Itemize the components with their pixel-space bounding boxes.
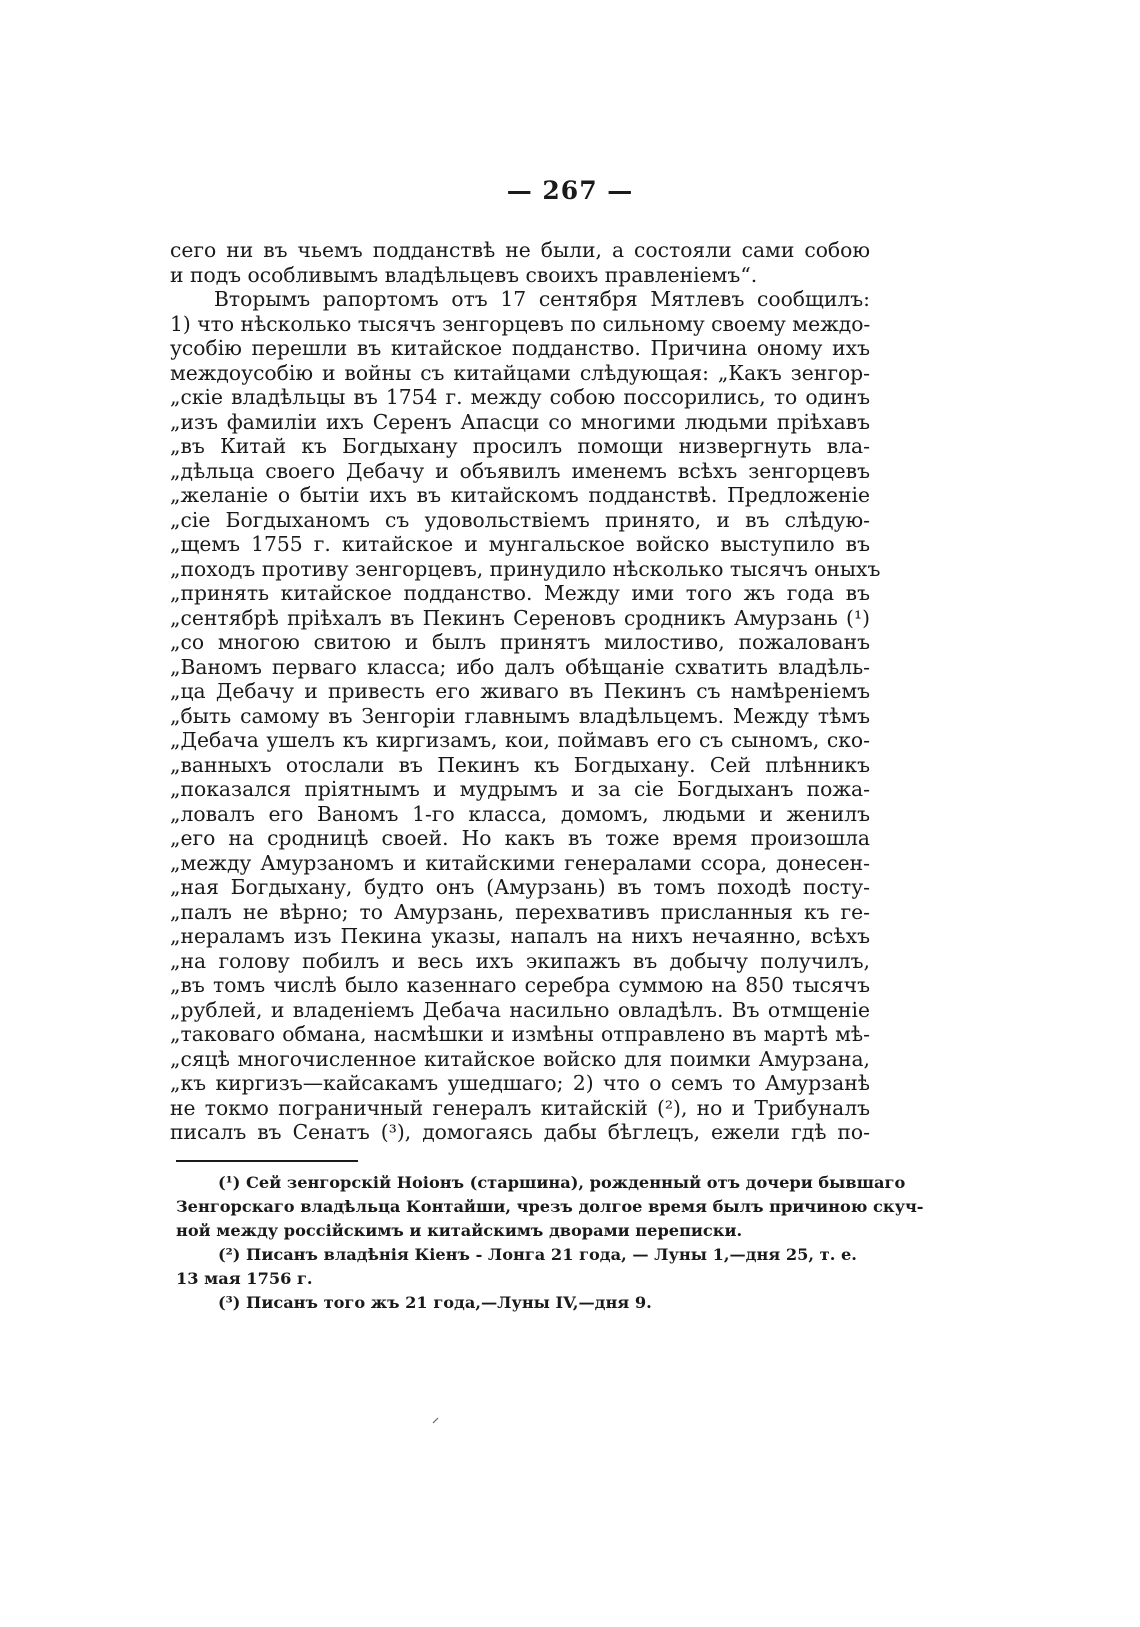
footnote-line: (³) Писанъ того жъ 21 года,—Луны IV,—дня 9. [218, 1293, 652, 1312]
scan-speck [432, 1412, 440, 1428]
text-line: „сіе Богдыханомъ съ удовольствіемъ принято, и въ слѣдую- [170, 507, 870, 532]
text-line: писалъ въ Сенатъ (³), домогаясь дабы бѣглецъ, ежели гдѣ по- [170, 1120, 870, 1144]
text-line: „походъ противу зенгорцевъ, принудило нѣсколько тысячъ оныхъ [170, 556, 881, 581]
text-line: „показался пріятнымъ и мудрымъ и за сіе Богдыханъ пожа- [170, 777, 870, 801]
text-line: „дѣльца своего Дебачу и объявилъ именемъ всѣхъ зенгорцевъ [170, 458, 870, 483]
text-line: „сентябрѣ пріѣхалъ въ Пекинъ Сереновъ сродникъ Амурзань (¹) [170, 605, 870, 630]
footnotes-block [176, 1171, 924, 1315]
footnote-line: ной между россійскимъ и китайскимъ дворами переписки. [176, 1221, 743, 1240]
text-line: „палъ не вѣрно; то Амурзань, перехвативъ присланныя къ ге- [170, 899, 870, 924]
page-number: — 267 — [506, 176, 634, 205]
text-line: „ловалъ его Ваномъ 1-го класса, домомъ, людьми и женилъ [170, 801, 870, 826]
text-line: „къ киргизъ—кайсакамъ ушедшаго; 2) что о семъ то Амурзанѣ [170, 1071, 870, 1095]
text-line: „Дебача ушелъ къ киргизамъ, кои, поймавъ его съ сыномъ, ско- [170, 728, 870, 752]
text-line: „ная Богдыхану, будто онъ (Амурзань) въ томъ походѣ посту- [170, 875, 870, 899]
footnote-line: 13 мая 1756 г. [176, 1269, 313, 1288]
text-line: „нераламъ изъ Пекина указы, напалъ на нихъ нечаянно, всѣхъ [170, 924, 870, 948]
text-line: „его на сродницѣ своей. Но какъ въ тоже время произошла [170, 826, 870, 850]
text-line: междоусобію и войны съ китайцами слѣдующая: „Какъ зенгор- [170, 360, 870, 385]
footnote-line: (¹) Сей зенгорскій Ноіонъ (старшина), рожденный отъ дочери бывшаго [218, 1173, 906, 1192]
text-line: „ванныхъ отослали въ Пекинъ къ Богдыхану. Сей плѣнникъ [170, 752, 870, 777]
text-line: 1) что нѣсколько тысячъ зенгорцевъ по сильному своему междо- [170, 311, 871, 336]
text-line: „принять китайское подданство. Между ими того жъ года въ [170, 581, 870, 605]
main-text-block [170, 238, 881, 1145]
text-line: „въ томъ числѣ было казеннаго серебра суммою на 850 тысячъ [170, 973, 870, 997]
text-line: „со многою свитою и былъ принятъ милостиво, пожалованъ [170, 630, 870, 654]
text-line: сего ни въ чьемъ подданствѣ не были, а состояли сами собою [170, 238, 870, 262]
footnote-line: Зенгорскаго владѣльца Контайши, чрезъ долгое время былъ причиною скуч- [176, 1197, 924, 1216]
text-line: „въ Китай къ Богдыхану просилъ помощи низвергнуть вла- [170, 434, 870, 458]
text-line: „ца Дебачу и привесть его живаго въ Пекинъ съ намѣреніемъ [170, 679, 870, 703]
text-line: „скіе владѣльцы въ 1754 г. между собою поссорились, то одинъ [170, 385, 870, 409]
text-line: „между Амурзаномъ и китайскими генералами ссора, донесен- [170, 850, 870, 875]
text-line: „щемъ 1755 г. китайское и мунгальское войско выступило въ [170, 532, 870, 556]
text-line: и подъ особливымъ владѣльцевъ своихъ правленіемъ“. [170, 262, 758, 287]
footnote-divider [176, 1160, 358, 1162]
text-line: не токмо пограничный генералъ китайскій (²), но и Трибуналъ [170, 1095, 870, 1120]
text-line: „желаніе о бытіи ихъ въ китайскомъ подданствѣ. Предложеніе [170, 483, 870, 507]
text-line: „быть самому въ Зенгоріи главнымъ владѣльцемъ. Между тѣмъ [170, 703, 870, 728]
text-line: „изъ фамиліи ихъ Серенъ Апасци со многими людьми пріѣхавъ [170, 409, 870, 434]
text-line: „рублей, и владеніемъ Дебача насильно овладѣлъ. Въ отмщеніе [170, 997, 870, 1022]
footnote-line: (²) Писанъ владѣнія Кіенъ - Лонга 21 года, — Луны 1,—дня 25, т. е. [218, 1245, 857, 1264]
text-line: „сяцѣ многочисленное китайское войско для поимки Амурзана, [170, 1046, 870, 1071]
text-line: „таковаго обмана, насмѣшки и измѣны отправлено въ мартѣ мѣ- [170, 1022, 870, 1046]
text-line: „на голову побилъ и весь ихъ экипажъ въ добычу получилъ, [170, 948, 870, 973]
text-line: „Ваномъ перваго класса; ибо далъ обѣщаніе схватить владѣль- [170, 654, 870, 679]
text-line: Вторымъ рапортомъ отъ 17 сентября Мятлевъ сообщилъ: [214, 287, 870, 311]
text-line: усобію перешли въ китайское подданство. Причина оному ихъ [170, 336, 870, 360]
